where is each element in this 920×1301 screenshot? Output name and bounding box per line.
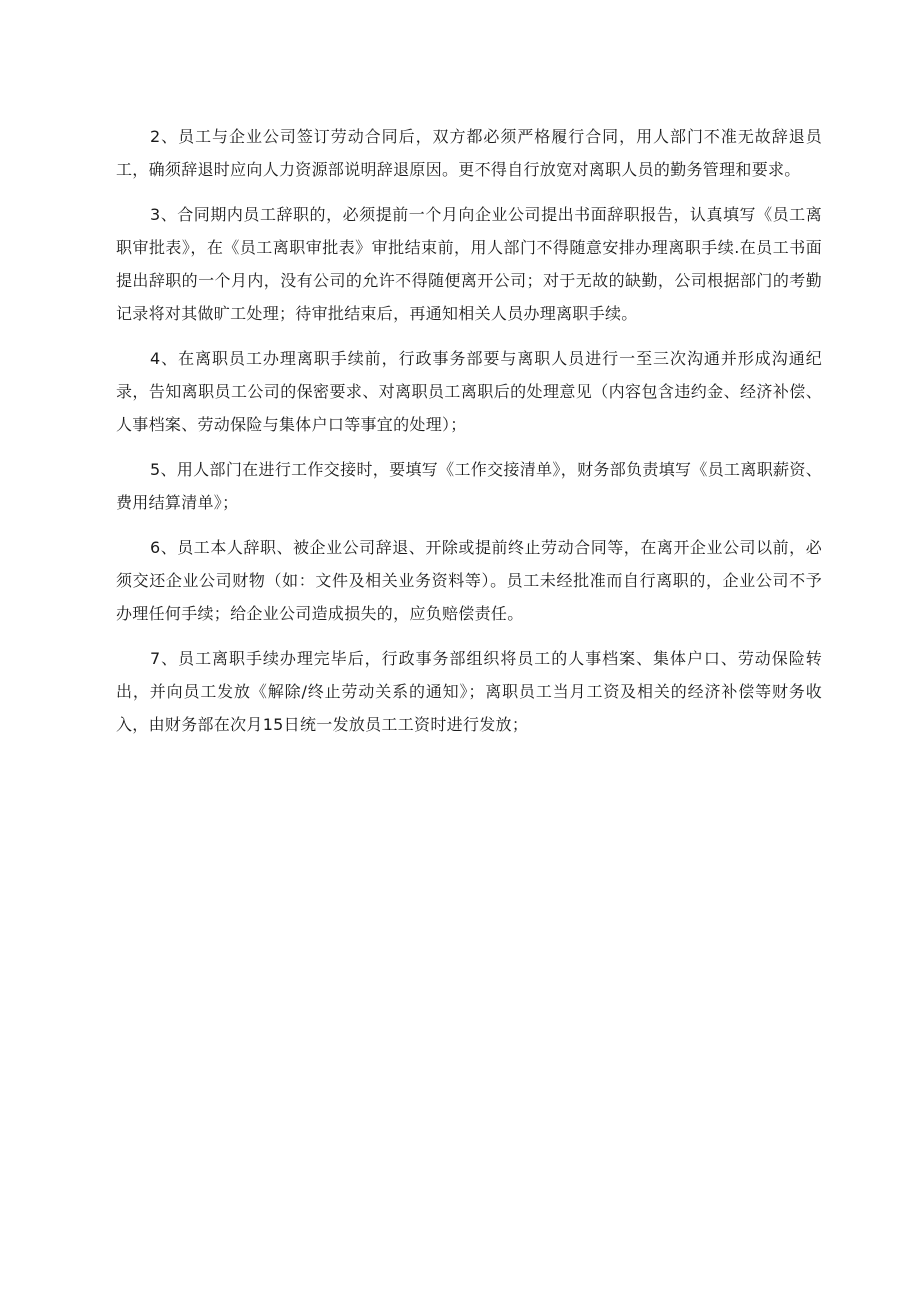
paragraph-item-5: 5、用人部门在进行工作交接时，要填写《工作交接清单》，财务部负责填写《员工离职薪资、费用结算清单》； — [116, 460, 822, 512]
paragraph-item-3: 3、合同期内员工辞职的，必须提前一个月向企业公司提出书面辞职报告，认真填写《员工离职审批表》，在《员工离职审批表》审批结束前，用人部门不得随意安排办理离职手续.在员工书面提出辞职的一个月内，没有公司的允许不得随便离开公司；对于无故的缺勤，公司根据部门的考勤记录将对其做旷工处理；待审批结束后，再通知相关人员办理离职手续。 — [116, 205, 822, 323]
document-body — [116, 120, 822, 753]
paragraph-item-6: 6、员工本人辞职、被企业公司辞退、开除或提前终止劳动合同等，在离开企业公司以前，必须交还企业公司财物（如：文件及相关业务资料等）。员工未经批准而自行离职的，企业公司不予办理任何手续；给企业公司造成损失的，应负赔偿责任。 — [116, 538, 822, 623]
paragraph-item-2: 2、员工与企业公司签订劳动合同后，双方都必须严格履行合同，用人部门不准无故辞退员工，确须辞退时应向人力资源部说明辞退原因。更不得自行放宽对离职人员的勤务管理和要求。 — [116, 127, 822, 179]
paragraph-item-4: 4、在离职员工办理离职手续前，行政事务部要与离职人员进行一至三次沟通并形成沟通纪录，告知离职员工公司的保密要求、对离职员工离职后的处理意见（内容包含违约金、经济补偿、人事档案、劳动保险与集体户口等事宜的处理）； — [116, 349, 822, 434]
paragraph-item-7: 7、员工离职手续办理完毕后，行政事务部组织将员工的人事档案、集体户口、劳动保险转出，并向员工发放《解除/终止劳动关系的通知》；离职员工当月工资及相关的经济补偿等财务收入，由财务部在次月15日统一发放员工工资时进行发放； — [116, 649, 822, 734]
